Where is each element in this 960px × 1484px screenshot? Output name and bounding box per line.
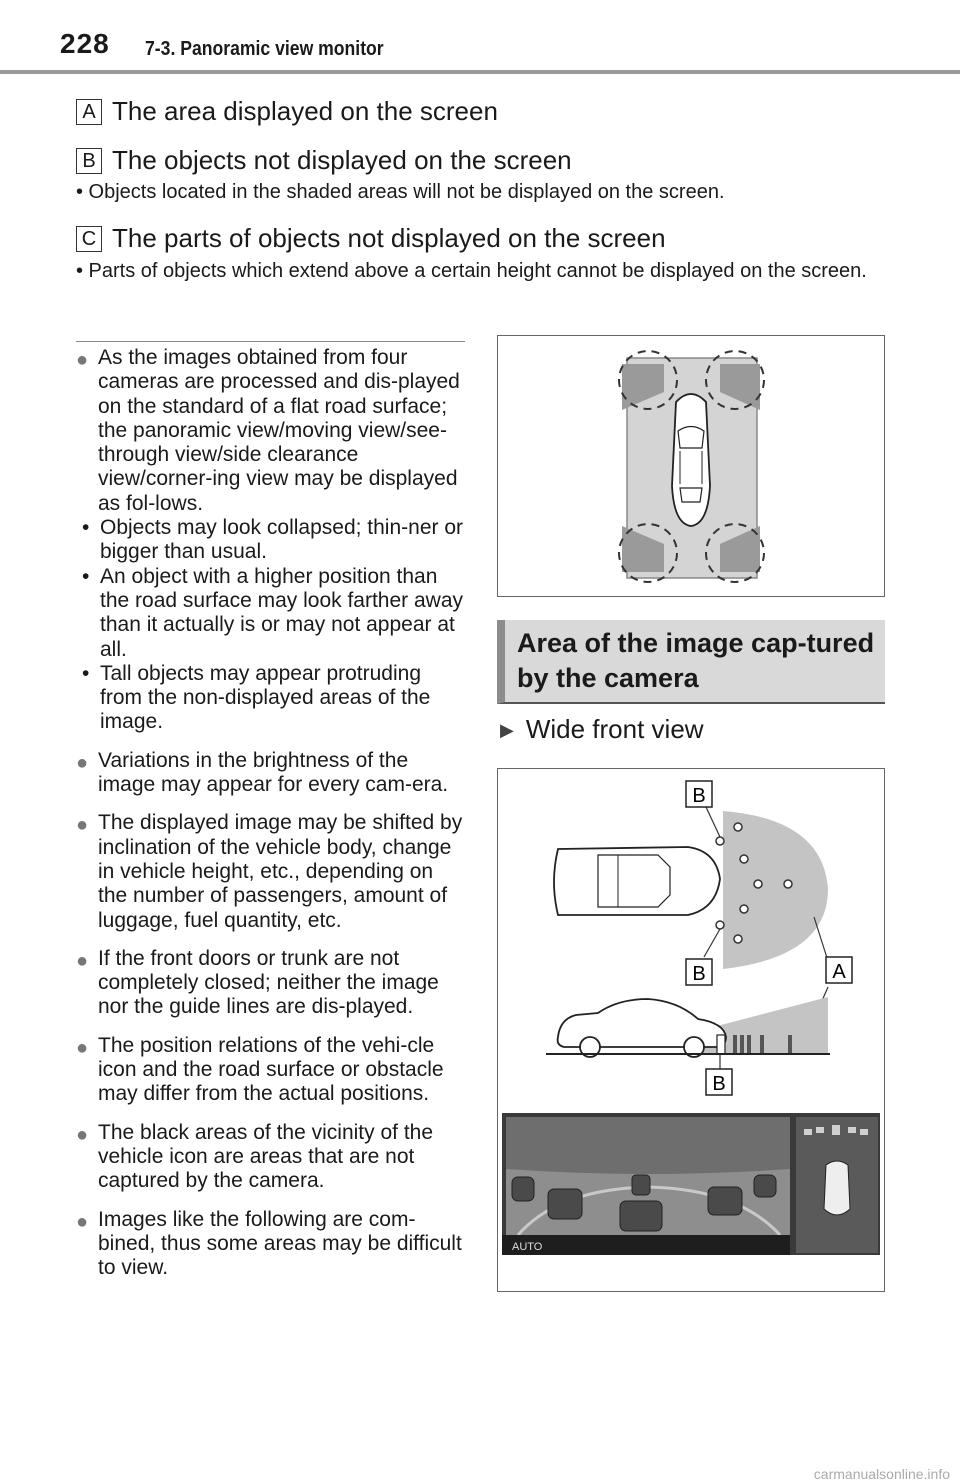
coverage-figure <box>497 335 885 597</box>
page-header <box>0 0 960 76</box>
coverage-diagram <box>498 336 884 596</box>
label-b-mid: B <box>692 963 706 985</box>
label-a-row <box>76 96 498 127</box>
note-item-4: ● If the front doors or trunk are not completely closed; neither the image nor the guide lines are dis-played. <box>76 946 439 1019</box>
section-heading-text: Area of the image cap-tured by the camera <box>517 628 875 693</box>
note-item-1: ● As the images obtained from four cameras are processed and dis-played on the standard of a flat road surface; the panoramic view/moving view/see-through view/side clearance view/corner-ing view may be displayed as fol-lows. • Objects may look collapsed; thin-ner or bigger than usual. • An object with a higher position than the road surface may look farther away than it actually is or may not appear at all. • Tall objects may appear protruding from the non-displayed areas of the image. <box>76 346 466 735</box>
list-item: • Tall objects may appear protruding from the non-displayed areas of the image. <box>82 661 431 734</box>
label-b-top: B <box>692 785 706 807</box>
subheading-text: Wide front view <box>525 714 704 744</box>
screen-status-text: AUTO <box>512 1241 543 1253</box>
display-area <box>723 811 828 969</box>
car-side-icon <box>558 999 726 1057</box>
wide-front-diagram <box>498 769 884 1291</box>
car-top-icon <box>672 394 710 526</box>
label-b-box: B <box>76 148 102 174</box>
wide-front-figure <box>497 768 885 1292</box>
note-item-1-text: As the images obtained from four cameras are processed and dis-played on the standard of a flat road surface; the panoramic view/moving view/see-through view/side clearance view/corner-ing view may be displayed as fol-lows. <box>98 346 460 515</box>
label-c-text: The parts of objects not displayed on the screen <box>112 223 666 253</box>
label-a-box: A <box>76 99 102 125</box>
note-item-3: ● The displayed image may be shifted by inclination of the vehicle body, change in vehicle height, etc., depending on the number of passengers, amount of luggage, fuel quantity, etc. <box>76 811 463 932</box>
label-a-text: The area displayed on the screen <box>112 96 498 126</box>
note-item-6: ● The black areas of the vicinity of the vehicle icon are areas that are not captured by the camera. <box>76 1120 434 1193</box>
note-item-1-sublist <box>82 516 466 735</box>
section-heading <box>497 620 885 704</box>
label-b-note: • Objects located in the shaded areas will not be displayed on the screen. <box>76 181 725 203</box>
monitor-screen <box>502 1113 880 1255</box>
label-a-right: A <box>832 961 846 983</box>
page-number: 228 <box>60 28 110 59</box>
header-rule <box>0 70 960 74</box>
car-side-top-icon <box>554 847 720 915</box>
label-b-text: The objects not displayed on the screen <box>112 145 572 175</box>
label-c-box: C <box>76 226 102 252</box>
note-item-2: ● Variations in the brightness of the image may appear for every cam-era. <box>76 748 449 797</box>
note-item-5: ● The position relations of the vehi-cle icon and the road surface or obstacle may differ from the actual positions. <box>76 1033 444 1106</box>
left-column <box>76 342 466 1294</box>
label-c-row <box>76 223 666 254</box>
list-item: • Objects may look collapsed; thin-ner or bigger than usual. <box>82 516 463 564</box>
note-item-7: ● Images like the following are com-bined, thus some areas may be difficult to view. <box>76 1207 462 1280</box>
label-c-note: • Parts of objects which extend above a certain height cannot be displayed on the screen. <box>76 260 867 282</box>
label-b-row <box>76 145 572 176</box>
section-title: 7-3. Panoramic view monitor <box>145 38 384 60</box>
footer-watermark: carmanualsonline.info <box>813 1466 950 1482</box>
label-b-bottom: B <box>712 1073 726 1095</box>
triangle-right-icon: ▶ <box>500 720 514 740</box>
list-item: • An object with a higher position than the road surface may look farther away than it actually is or may not appear at all. <box>82 564 464 661</box>
subheading-wide-front <box>500 714 704 745</box>
